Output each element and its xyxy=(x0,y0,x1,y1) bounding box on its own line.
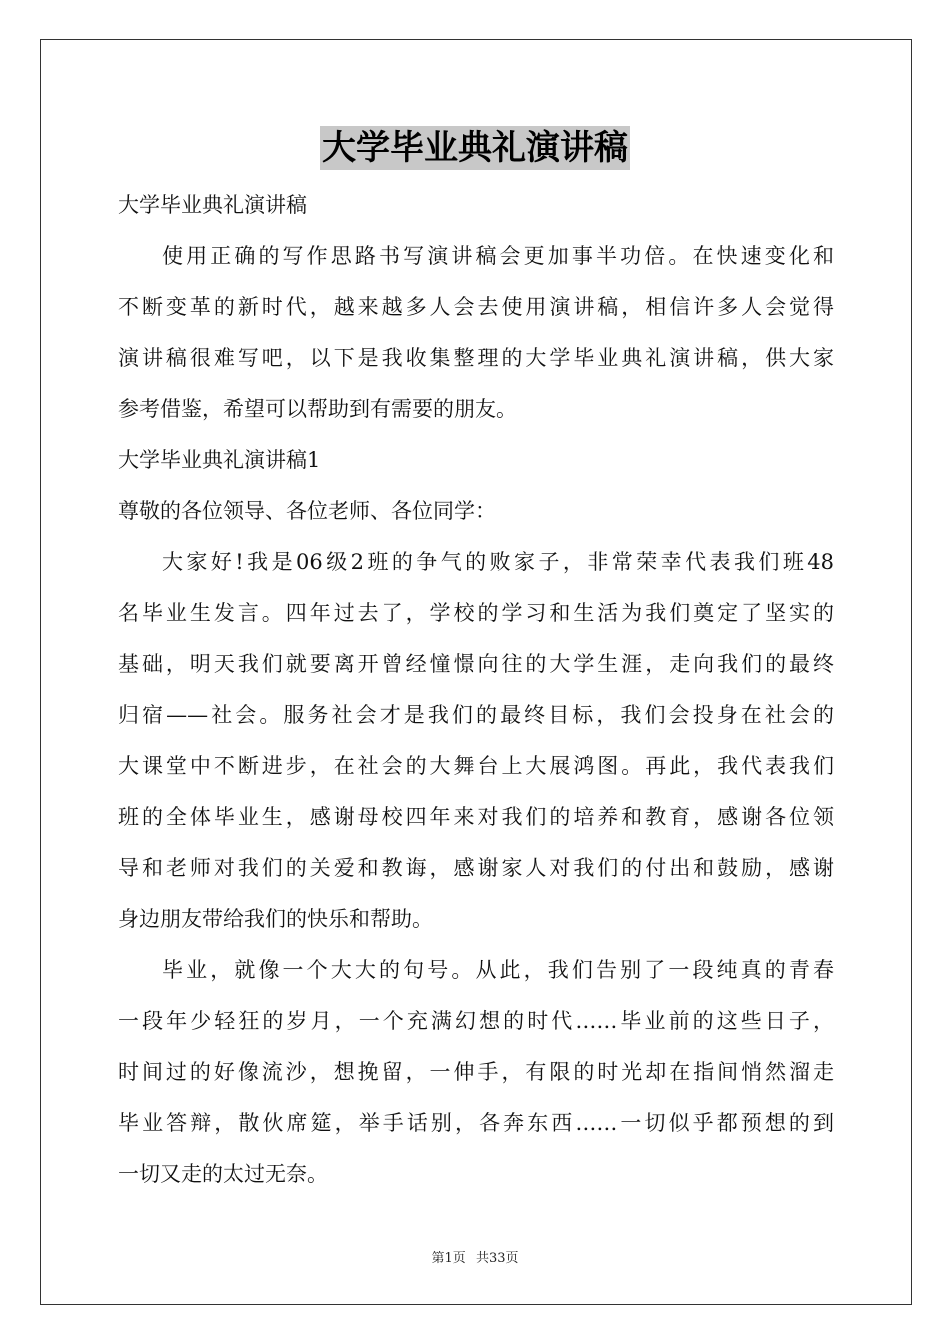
document-body xyxy=(118,180,834,1200)
text-line: 基础，明天我们就要离开曾经憧憬向往的大学生涯，走向我们的最终 xyxy=(118,652,834,676)
title-container xyxy=(0,126,950,170)
text-line: 班的全体毕业生，感谢母校四年来对我们的培养和教育，感谢各位领 xyxy=(118,805,834,829)
text-line: 不断变革的新时代，越来越多人会去使用演讲稿，相信许多人会觉得 xyxy=(118,295,834,319)
text-line: 一切又走的太过无奈。 xyxy=(118,1162,328,1186)
text-line: 使用正确的写作思路书写演讲稿会更加事半功倍。在快速变化和 xyxy=(162,244,834,268)
text-line: 毕业，就像一个大大的句号。从此，我们告别了一段纯真的青春 xyxy=(162,958,834,982)
text-line: 大家好!我是06级2班的争气的败家子，非常荣幸代表我们班48 xyxy=(162,550,834,574)
text-line: 大学毕业典礼演讲稿1 xyxy=(118,448,321,472)
section-heading xyxy=(118,180,834,231)
page-total: 共33页 xyxy=(475,1251,519,1266)
text-line: 参考借鉴，希望可以帮助到有需要的朋友。 xyxy=(118,397,517,421)
page-number: 第1页 xyxy=(431,1251,466,1266)
page-footer xyxy=(0,1247,950,1266)
text-line: 演讲稿很难写吧，以下是我收集整理的大学毕业典礼演讲稿，供大家 xyxy=(118,346,834,370)
text-line: 身边朋友带给我们的快乐和帮助。 xyxy=(118,907,433,931)
text-line: 导和老师对我们的关爱和教诲，感谢家人对我们的付出和鼓励，感谢 xyxy=(118,856,834,880)
document-title: 大学毕业典礼演讲稿 xyxy=(322,128,628,168)
paragraph xyxy=(118,945,834,1200)
text-line: 大学毕业典礼演讲稿 xyxy=(118,193,307,217)
text-line: 毕业答辩，散伙席筵，举手话别，各奔东西……一切似乎都预想的到 xyxy=(118,1111,834,1135)
paragraph xyxy=(118,537,834,945)
text-line: 大课堂中不断进步，在社会的大舞台上大展鸿图。再此，我代表我们 xyxy=(118,754,834,778)
text-line: 名毕业生发言。四年过去了，学校的学习和生活为我们奠定了坚实的 xyxy=(118,601,834,625)
section-heading xyxy=(118,435,834,486)
text-line: 尊敬的各位领导、各位老师、各位同学： xyxy=(118,499,496,523)
text-line: 时间过的好像流沙，想挽留，一伸手，有限的时光却在指间悄然溜走 xyxy=(118,1060,834,1084)
text-line: 归宿——社会。服务社会才是我们的最终目标，我们会投身在社会的 xyxy=(118,703,834,727)
section-heading xyxy=(118,486,834,537)
text-line: 一段年少轻狂的岁月，一个充满幻想的时代……毕业前的这些日子， xyxy=(118,1009,834,1033)
paragraph xyxy=(118,231,834,435)
